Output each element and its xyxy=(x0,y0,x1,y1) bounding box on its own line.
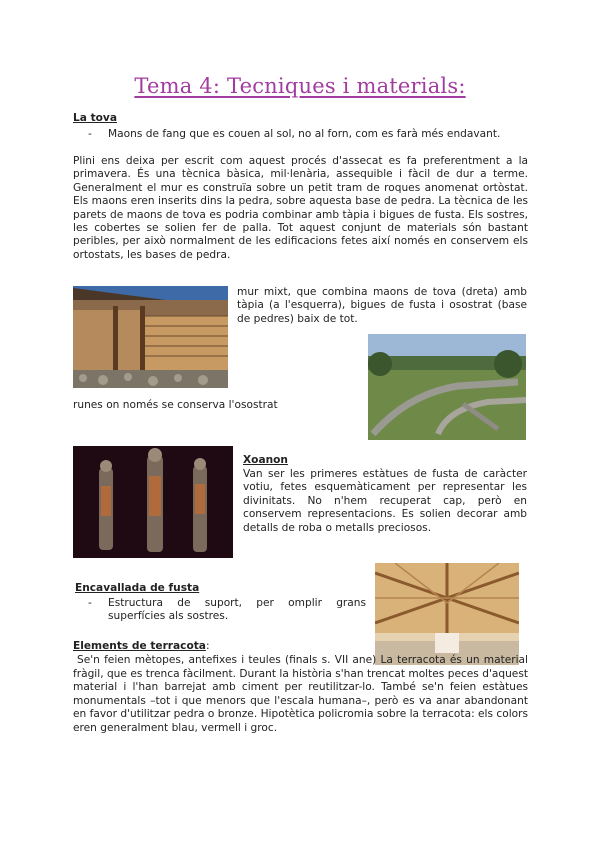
bullet-dash: - xyxy=(88,597,92,609)
xoanon-paragraph: Van ser les primeres estàtues de fusta de caràcter votiu, fetes esquemàticament per representar les divinitats. No n'hem recuperat cap, però en conservem representacions. Es solien decorar amb detalls de roba o metalls preciosos. xyxy=(243,468,527,534)
terracota-heading-suffix: : xyxy=(205,640,210,652)
tova-bullet-text: Maons de fang que es couen al sol, no al forn, com es farà més endavant. xyxy=(108,128,501,140)
terracota-paragraph: Se'n feien mètopes, antefixes i teules (finals s. VII ane) La terracota és un material fràgil, que es trenca fàcilment. Durant la història s'han trencat moltes peces d'aquest material i l'han barrejat amb ciment per reutilitzar-lo. També se'n feien estàtues monumentals –tot i que menors que l'escala humana–, però es va anar abandonant en favor d'utilitzar pedra o bronze. Hipotètica policromia sobre la terracota: els colors eren generalment blau, vermell i groc. xyxy=(73,654,528,734)
mixed-wall-image xyxy=(73,286,228,388)
terracota-heading: Elements de terracota xyxy=(73,640,206,652)
ruins-caption: runes on només se conserva l'osostrat xyxy=(73,399,278,411)
tova-heading: La tova xyxy=(73,112,117,124)
roof-truss-image xyxy=(375,563,519,665)
xoanon-image xyxy=(73,446,233,558)
ruins-image xyxy=(368,334,526,440)
encavallada-heading: Encavallada de fusta xyxy=(75,582,200,594)
xoanon-heading: Xoanon xyxy=(243,454,288,466)
tova-bullet xyxy=(88,128,528,141)
page-title: Tema 4: Tecniques i materials: xyxy=(134,74,466,98)
tova-paragraph: Plini ens deixa per escrit com aquest procés d'assecat es fa preferentment a la primavera. És una tècnica bàsica, mil·lenària, assequible i fàcil de dur a terme. Generalment el mur es construïa sobre un petit tram de roques anomenat ortòstat. Els maons eren inserits dins la pedra, sobre aquesta base de pedra. La tècnica de les parets de maons de tova es podria combinar amb tàpia i bigues de fusta. Els sostres, les cobertes se solien fer de palla. Tot aquest conjunt de materials són bastant peribles, per això normalment de les edificacions fetes així només en conservem els ortostats, les bases de pedra. xyxy=(73,155,528,261)
encavallada-bullet xyxy=(88,597,366,624)
terracota-heading-line xyxy=(73,640,373,653)
bullet-dash: - xyxy=(88,128,92,140)
encavallada-bullet-text: Estructura de suport, per omplir grans superfícies als sostres. xyxy=(108,597,366,623)
wall-caption: mur mixt, que combina maons de tova (dreta) amb tàpia (a l'esquerra), bigues de fusta i osostrat (base de pedres) baix de tot. xyxy=(237,286,527,325)
